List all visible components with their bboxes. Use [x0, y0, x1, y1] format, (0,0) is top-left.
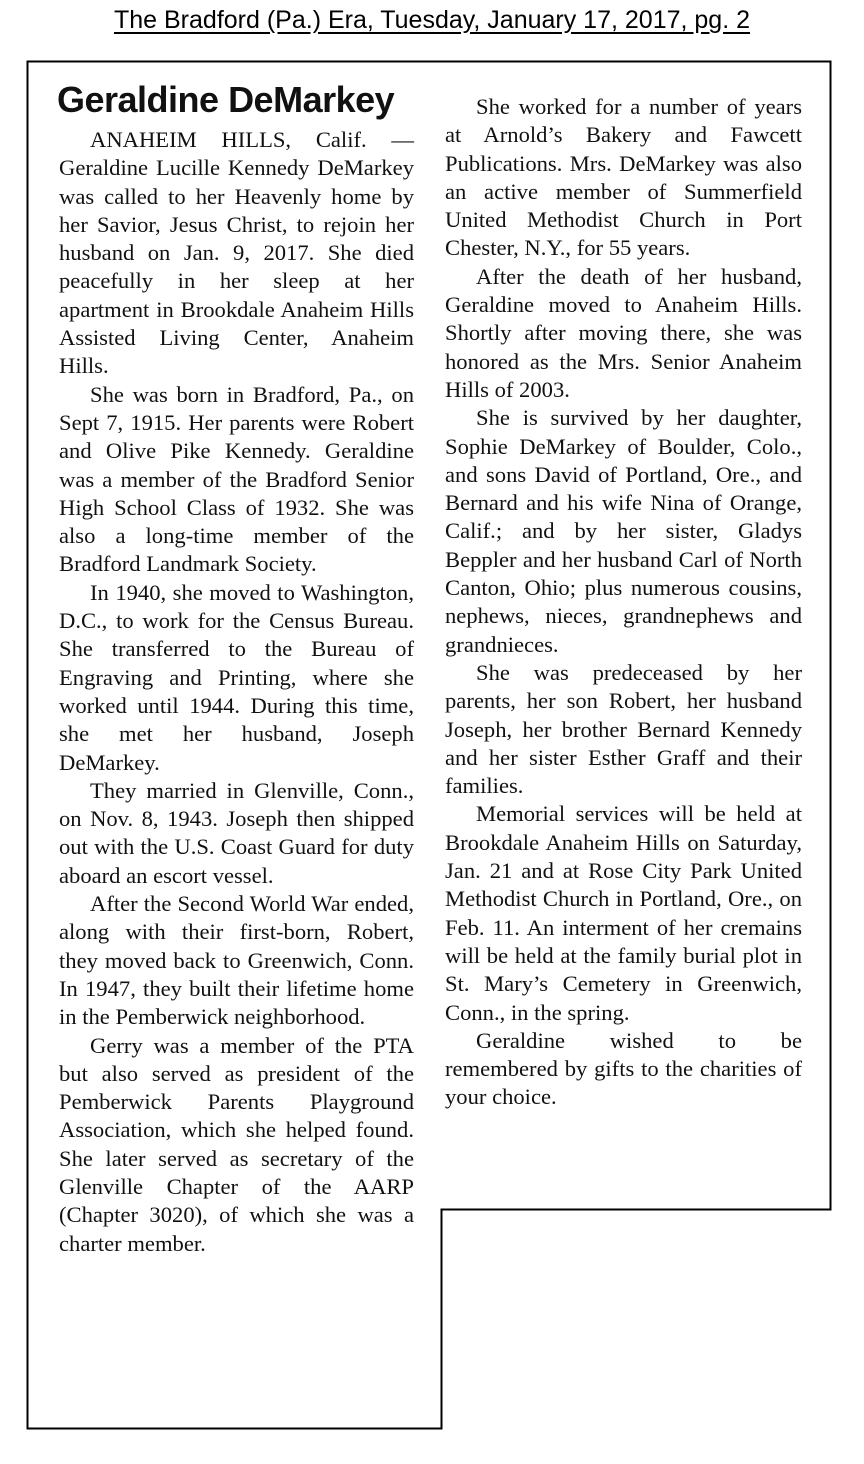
paragraph: Gerry was a member of the PTA but also served as president of the Pemberwick Parents Playground Association, which she helped found. She later served as secretary of the Glenville Chapter of the AARP (Chapter 3020), of which she was a charter member. [59, 1032, 414, 1256]
paragraph: She worked for a number of years at Arnold’s Bakery and Fawcett Publications. Mrs. DeMarkey was also an active member of Summerfield United Methodist Church in Port Chester, N.Y., for 55 years. [445, 94, 802, 261]
paragraph: Geraldine wished to be remembered by gifts to the charities of your choice. [445, 1027, 802, 1110]
paragraph: Memorial services will be held at Brookdale Anaheim Hills on Saturday, Jan. 21 and at Rose City Park United Methodist Church in Portland, Ore., on Feb. 11. An interment of her cremains will be held at the family burial plot in St. Mary’s Cemetery in Greenwich, Conn., in the spring. [445, 801, 802, 1025]
left-column [59, 126, 414, 1258]
paragraph: In 1940, she moved to Washington, D.C., to work for the Census Bureau. She transferred to the Bureau of Engraving and Printing, where she worked until 1944. During this time, she met her husband, Joseph DeMarkey. [59, 579, 414, 775]
paragraph: After the Second World War ended, along with their first-born, Robert, they moved back to Greenwich, Conn. In 1947, they built their lifetime home in the Pemberwick neighborhood. [59, 891, 414, 1030]
paragraph: They married in Glenville, Conn., on Nov. 8, 1943. Joseph then shipped out with the U.S. Coast Guard for duty aboard an escort vessel. [59, 777, 414, 888]
source-citation: The Bradford (Pa.) Era, Tuesday, January 17, 2017, pg. 2 [113, 6, 750, 34]
paragraph: She was born in Bradford, Pa., on Sept 7, 1915. Her parents were Robert and Olive Pike Kennedy. Geraldine was a member of the Bradford Senior High School Class of 1932. She was also a long-time member of the Bradford Landmark Society. [59, 381, 414, 577]
right-column [445, 93, 802, 1112]
paragraph: After the death of her husband, Geraldine moved to Anaheim Hills. Shortly after moving there, she was honored as the Mrs. Senior Anaheim Hills of 2003. [445, 263, 802, 402]
paragraph: She is survived by her daughter, Sophie DeMarkey of Boulder, Colo., and sons David of Portland, Ore., and Bernard and his wife Nina of Orange, Calif.; and by her sister, Gladys Beppler and her husband Carl of North Canton, Ohio; plus numerous cousins, nephews, nieces, grandnephews and grandnieces. [445, 405, 802, 657]
paragraph: ANAHEIM HILLS, Calif. — Geraldine Lucille Kennedy DeMarkey was called to her Heavenly home by her Savior, Jesus Christ, to rejoin her husband on Jan. 9, 2017. She died peacefully in her sleep at her apartment in Brookdale Anaheim Hills Assisted Living Center, Anaheim Hills. [59, 127, 414, 379]
paragraph: She was predeceased by her parents, her son Robert, her husband Joseph, her brother Bernard Kennedy and her sister Esther Graff and their families. [445, 659, 802, 799]
obituary-headline: Geraldine DeMarkey [57, 79, 395, 120]
